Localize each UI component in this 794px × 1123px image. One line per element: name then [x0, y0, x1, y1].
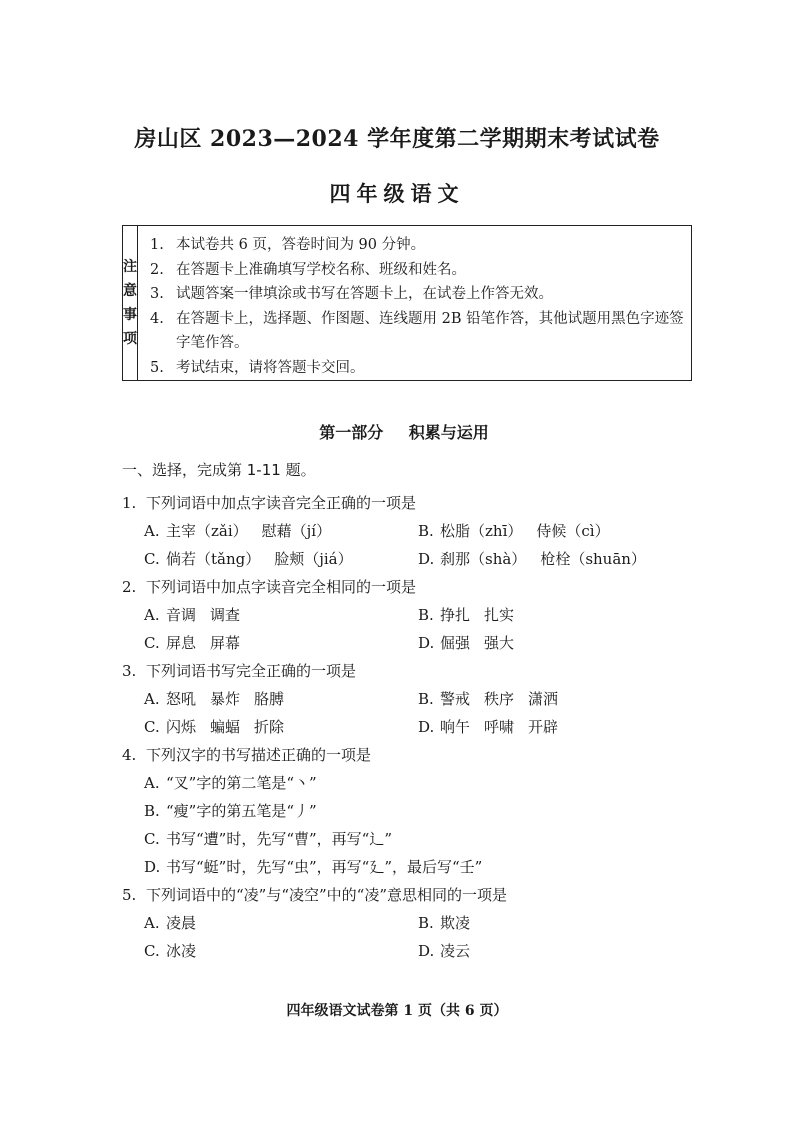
question-list: [122, 489, 702, 965]
notice-item-text: 在答题卡上，选择题、作图题、连线题用 2B 铅笔作答，其他试题用黑色字迹签字笔作答。: [176, 310, 684, 351]
notice-item-number: 5.: [150, 359, 164, 376]
option-c[interactable]: C. 倘若（tǎng） 脸颊（jiá）: [144, 550, 353, 568]
option-a[interactable]: A. 主宰（zǎi） 慰藉（jí）: [144, 522, 332, 540]
option-row: [122, 601, 702, 629]
page-footer: 四年级语文试卷第 1 页（共 6 页）: [286, 1003, 508, 1019]
notice-item: [150, 258, 698, 283]
notice-list: [138, 226, 698, 380]
question-number: 4.: [122, 746, 137, 764]
option-d[interactable]: D. 书写“蜓”时，先写“虫”，再写“廴”，最后写“壬”: [144, 858, 483, 876]
option-b[interactable]: B. 挣扎 扎实: [418, 606, 515, 624]
option-a[interactable]: A. “叉”字的第二笔是“丶”: [144, 774, 317, 792]
option-b[interactable]: B. 欺凌: [418, 914, 471, 932]
option-d[interactable]: D. 刹那（shà） 枪栓（shuān）: [418, 550, 646, 568]
notice-label-char: 注: [123, 259, 137, 275]
notice-item-number: 1.: [150, 237, 164, 253]
option-d[interactable]: D. 倔强 强大: [418, 634, 515, 652]
option-row: [122, 517, 702, 545]
question-text: 下列词语中的“凌”与“凌空”中的“凌”意思相同的一项是: [146, 886, 508, 904]
option-b[interactable]: B. 松脂（zhī） 侍候（cì）: [418, 522, 610, 540]
question-number: 2.: [122, 578, 137, 596]
notice-item-number: 4.: [150, 310, 164, 327]
question-text: 下列汉字的书写描述正确的一项是: [146, 746, 372, 764]
notice-item: [150, 356, 698, 381]
option-row: [122, 685, 702, 713]
option-c[interactable]: C. 书写“遭”时，先写“曹”，再写“辶”: [144, 830, 393, 848]
option-row: [122, 545, 702, 573]
notice-item-number: 2.: [150, 261, 164, 278]
option-b[interactable]: B. 警戒 秩序 潇洒: [418, 690, 559, 708]
notice-label-char: 项: [123, 331, 137, 347]
question-text: 下列词语书写完全正确的一项是: [146, 662, 357, 680]
notice-label-char: 意: [123, 283, 137, 299]
option-a[interactable]: A. 音调 调查: [144, 606, 241, 624]
section-part: 第一部分: [319, 423, 384, 442]
option-d[interactable]: D. 凌云: [418, 942, 471, 960]
notice-item-text: 试题答案一律填涂或书写在答题卡上，在试卷上作答无效。: [176, 286, 553, 302]
option-row: [122, 713, 702, 741]
option-b[interactable]: B. “瘦”字的第五笔是“丿”: [144, 802, 317, 820]
option-c[interactable]: C. 闪烁 蝙蝠 折除: [144, 718, 285, 736]
notice-item: [150, 307, 698, 356]
option-row: [122, 937, 702, 965]
notice-item-text: 本试卷共 6 页，答卷时间为 90 分钟。: [176, 237, 426, 253]
question-stem: [122, 881, 702, 909]
option-a[interactable]: A. 凌晨: [144, 914, 197, 932]
notice-item: [150, 233, 698, 258]
notice-item-text: 在答题卡上准确填写学校名称、班级和姓名。: [176, 261, 466, 278]
notice-item-text: 考试结束，请将答题卡交回。: [176, 359, 365, 376]
notice-box: [122, 225, 692, 381]
option-c[interactable]: C. 冰凌: [144, 942, 197, 960]
exam-title: 房山区 2023—2024 学年度第二学期期末考试试卷: [134, 126, 660, 152]
option-d[interactable]: D. 响午 呼啸 开辟: [418, 718, 559, 736]
question-number: 5.: [122, 886, 137, 904]
question-stem: [122, 741, 702, 769]
notice-label-char: 事: [123, 307, 137, 323]
section-title: [0, 420, 794, 443]
option-row: [122, 909, 702, 937]
notice-item-number: 3.: [150, 286, 164, 302]
option-row: [122, 629, 702, 657]
notice-label: [123, 226, 138, 380]
section-name: 积累与运用: [408, 423, 489, 442]
question-text: 下列词语中加点字读音完全正确的一项是: [146, 494, 417, 512]
question-stem: [122, 489, 702, 517]
group-heading: 一、选择，完成第 1-11 题。: [122, 461, 316, 479]
question-stem: [122, 657, 702, 685]
question-number: 3.: [122, 662, 137, 680]
question-text: 下列词语中加点字读音完全相同的一项是: [146, 578, 417, 596]
question-stem: [122, 573, 702, 601]
option-c[interactable]: C. 屏息 屏幕: [144, 634, 241, 652]
question-number: 1.: [122, 494, 137, 512]
exam-subtitle: 四年级语文: [329, 181, 465, 206]
option-a[interactable]: A. 怒吼 暴炸 胳膊: [144, 690, 285, 708]
notice-item: [150, 282, 698, 307]
